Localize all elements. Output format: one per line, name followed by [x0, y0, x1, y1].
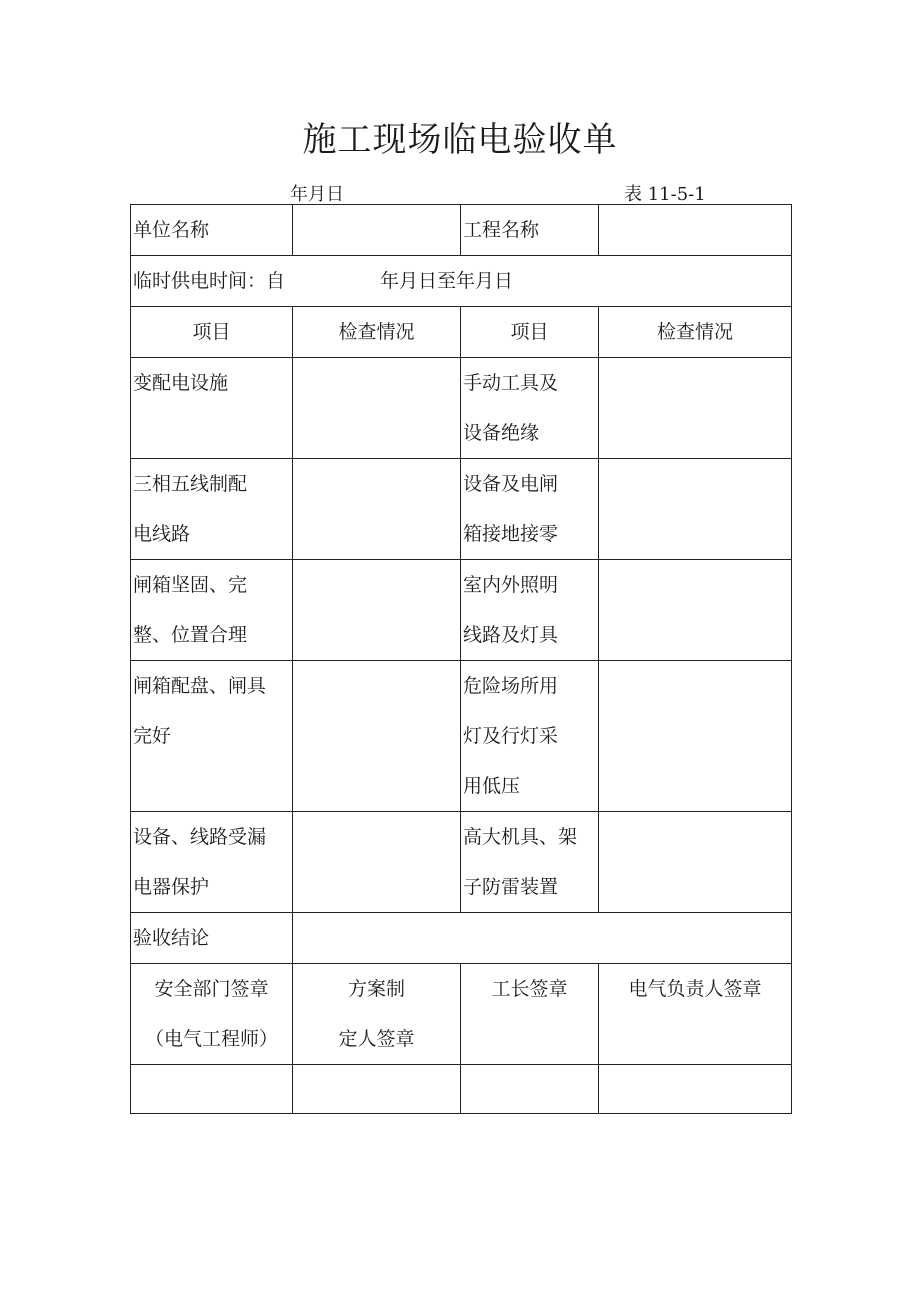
check-result-field[interactable]: [293, 560, 461, 661]
check-result-field[interactable]: [599, 661, 792, 812]
unit-name-label-cell: [131, 205, 293, 256]
signature-field-row: [131, 1065, 792, 1114]
check-result-field[interactable]: [599, 358, 792, 459]
column-header-check-right: 检查情况: [599, 307, 792, 358]
check-result-field[interactable]: [293, 358, 461, 459]
supply-time-suffix: 年月日至年月日: [380, 270, 514, 292]
item-label-cell: 设备、线路受漏 电器保护: [131, 812, 293, 913]
unit-project-row: [131, 205, 792, 256]
electrical-lead-signature-label: 电气负责人签章: [599, 964, 792, 1065]
safety-dept-signature-label: 安全部门签章 （电气工程师）: [131, 964, 293, 1065]
item-label-cell: 手动工具及 设备绝缘: [461, 358, 599, 459]
table-row: [131, 812, 792, 913]
item-label-cell: 闸箱配盘、闸具 完好: [131, 661, 293, 812]
date-label: 年月日: [290, 184, 344, 205]
check-result-field[interactable]: [599, 560, 792, 661]
check-result-field[interactable]: [293, 661, 461, 812]
column-header-check-left: 检查情况: [293, 307, 461, 358]
check-result-field[interactable]: [293, 812, 461, 913]
foreman-signature-label: 工长签章: [461, 964, 599, 1065]
foreman-signature-field[interactable]: [461, 1065, 599, 1114]
conclusion-label-cell: [131, 913, 293, 964]
conclusion-row: [131, 913, 792, 964]
safety-dept-signature-field[interactable]: [131, 1065, 293, 1114]
item-label-cell: 室内外照明 线路及灯具: [461, 560, 599, 661]
check-result-field[interactable]: [599, 812, 792, 913]
project-name-label-cell: [461, 205, 599, 256]
item-label-cell: 危险场所用 灯及行灯采 用低压: [461, 661, 599, 812]
unit-name-field[interactable]: [293, 205, 461, 256]
form-number: 表 11-5-1: [624, 184, 706, 205]
supply-time-row: [131, 256, 792, 307]
plan-maker-signature-label: 方案制 定人签章: [293, 964, 461, 1065]
column-header-item-right: 项目: [461, 307, 599, 358]
conclusion-field[interactable]: [293, 913, 792, 964]
project-name-field[interactable]: [599, 205, 792, 256]
supply-time-prefix: 临时供电时间：自: [133, 270, 286, 292]
unit-name-label: 单位名称: [133, 219, 210, 241]
check-result-field[interactable]: [293, 459, 461, 560]
table-row: [131, 560, 792, 661]
page-title: 施工现场临电验收单: [302, 120, 618, 160]
table-row: [131, 459, 792, 560]
column-header-item-left: 项目: [131, 307, 293, 358]
electrical-lead-signature-field[interactable]: [599, 1065, 792, 1114]
supply-time-cell[interactable]: [131, 256, 792, 307]
item-label-cell: 闸箱坚固、完 整、位置合理: [131, 560, 293, 661]
check-result-field[interactable]: [599, 459, 792, 560]
signature-header-row: [131, 964, 792, 1065]
item-label-cell: 三相五线制配 电线路: [131, 459, 293, 560]
acceptance-form-table: [130, 204, 792, 1114]
plan-maker-signature-field[interactable]: [293, 1065, 461, 1114]
table-row: [131, 661, 792, 812]
item-label-cell: 变配电设施: [131, 358, 293, 459]
table-row: [131, 358, 792, 459]
item-label-cell: 高大机具、架 子防雷装置: [461, 812, 599, 913]
column-header-row: [131, 307, 792, 358]
project-name-label: 工程名称: [463, 219, 540, 241]
conclusion-label: 验收结论: [133, 927, 210, 949]
item-label-cell: 设备及电闸 箱接地接零: [461, 459, 599, 560]
